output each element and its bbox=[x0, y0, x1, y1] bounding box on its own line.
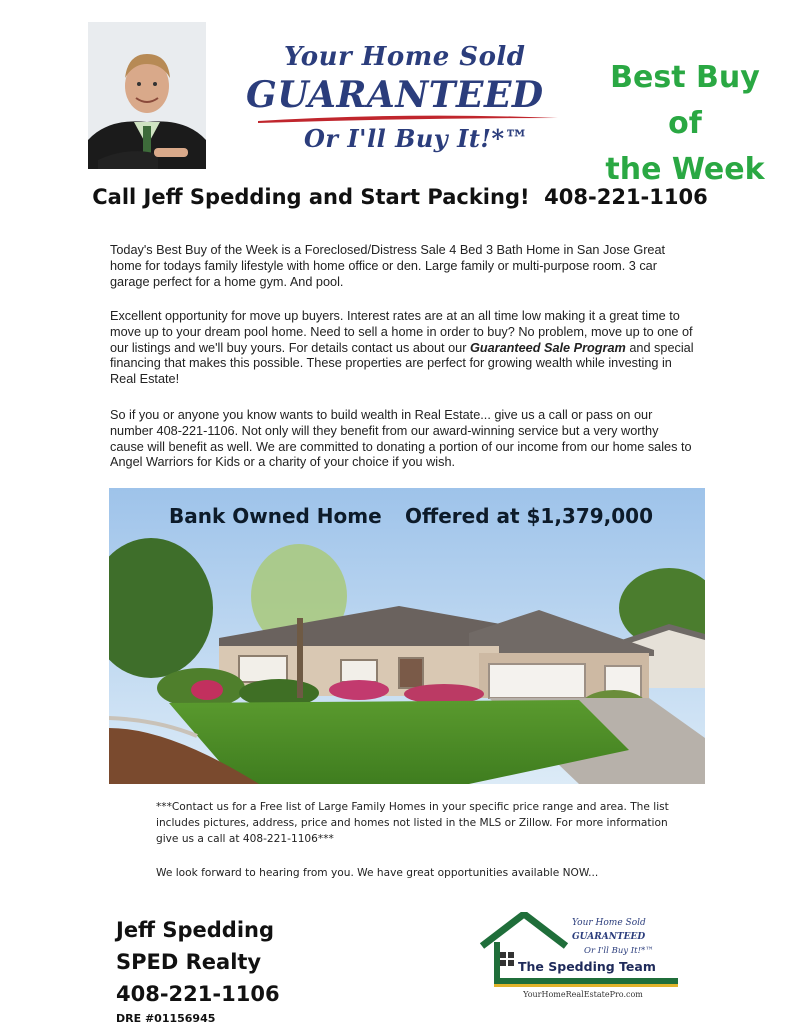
team-logo-line1: Your Home Sold bbox=[572, 918, 646, 928]
house-photo bbox=[109, 488, 705, 784]
logo-line3: Or I'll Buy It!*™ bbox=[304, 124, 530, 153]
agent-name: Jeff Spedding bbox=[116, 918, 275, 942]
logo-swoosh bbox=[258, 114, 558, 124]
team-name: The Spedding Team bbox=[518, 959, 656, 974]
caption-bank-owned: Bank Owned Home bbox=[169, 504, 382, 528]
phone-number: 408-221-1106 bbox=[116, 982, 280, 1006]
referral-paragraph: So if you or anyone you know wants to build wealth in Real Estate... give us a call or pass on our number 408-221-1106. Not only will they benefit from our award-winning service but a very worthy cause will benefit as well. We are committed to donating a portion of our income from our home sales to Angel Warriors for Kids or a charity of your choice if you wish. bbox=[110, 408, 692, 470]
guaranteed-logo bbox=[240, 36, 570, 161]
team-logo-line3: Or I'll Buy It!*™ bbox=[584, 946, 654, 956]
license-number: DRE #01156945 bbox=[116, 1012, 216, 1025]
intro-paragraph: Today's Best Buy of the Week is a Foreclosed/Distress Sale 4 Bed 3 Bath Home in San Jose Great home for todays family lifestyle with home office or den. Large family or multi-purpose room. 3 car garage perfect for a home gym. And pool. bbox=[110, 243, 666, 289]
call-to-action-headline: Call Jeff Spedding and Start Packing! 408-221-1106 bbox=[92, 185, 708, 209]
opportunity-text-a: Excellent opportunity for move up buyers. Interest rates are at an all time low making it a great time to move up to your dream pool home. Need to sell a home in order to buy? No problem, move up to one of our listings and we'll buy yours. For details contact us about our bbox=[110, 309, 693, 355]
team-logo-line2: GUARANTEED bbox=[572, 932, 646, 942]
agent-photo bbox=[88, 22, 206, 169]
opportunity-paragraph bbox=[110, 309, 694, 388]
guaranteed-sale-program: Guaranteed Sale Program bbox=[469, 340, 626, 355]
team-website: YourHomeRealEstatePro.com bbox=[523, 990, 643, 999]
best-buy-title bbox=[590, 55, 780, 193]
closing-note: We look forward to hearing from you. We have great opportunities available NOW... bbox=[156, 867, 599, 879]
best-buy-line2: the Week bbox=[605, 152, 765, 187]
spedding-team-logo bbox=[478, 912, 688, 1004]
caption-price: Offered at $1,379,000 bbox=[405, 504, 654, 528]
contact-block bbox=[116, 914, 280, 1028]
opportunity-text-c: and special financing that makes this possible. These properties are perfect for growing wealth while investing in Real Estate! bbox=[110, 340, 694, 387]
company-name: SPED Realty bbox=[116, 950, 262, 974]
best-buy-line1: Best Buy of bbox=[610, 60, 760, 141]
logo-line1: Your Home Sold bbox=[284, 42, 526, 72]
free-list-note: ***Contact us for a Free list of Large Family Homes in your specific price range and area. The list includes pictures, address, price and homes not listed in the MLS or Zillow. For more information give us a call at 408-221-1106*** bbox=[156, 801, 669, 845]
logo-line2: GUARANTEED bbox=[246, 74, 544, 116]
